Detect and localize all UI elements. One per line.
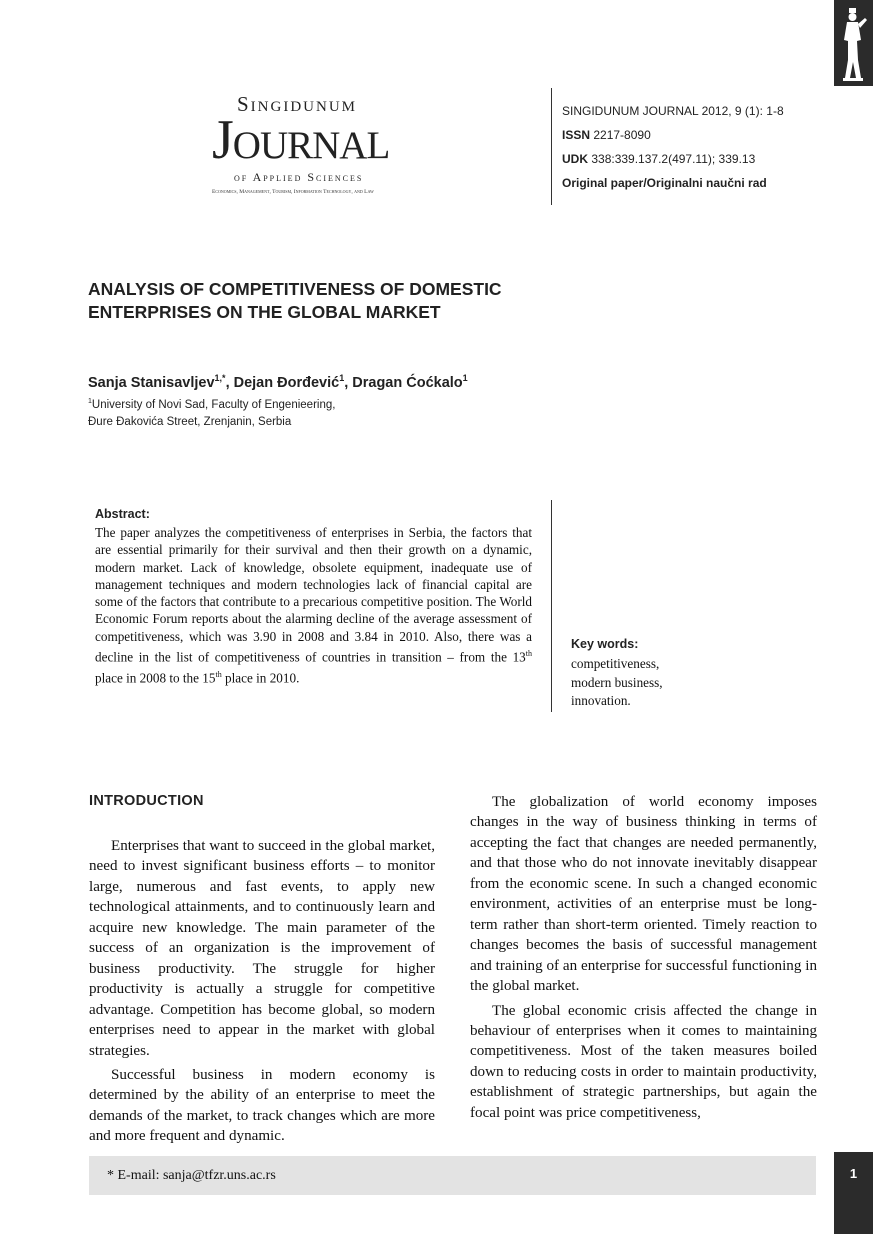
issn-value: 2217-8090 bbox=[593, 128, 651, 142]
journal-logo bbox=[212, 92, 420, 202]
abstract-text-part: The paper analyzes the competitiveness of enterprises in Serbia, the factors that are essential primarily for their survival and then their growth on a dynamic, modern market. Lack of knowledge, obsolete equipment, inadequate use of management techniques and modern technologies lack of financial capital are some of the factors that contribute to a precarious competitive position. The World Economic Forum reports about the alarming decline of the average assessment of competitiveness, which was 3.90 in 2008 and 3.84 in 2010. Also, there was a decline in the list of competitiveness of countries in transition – from the 13 bbox=[95, 525, 532, 665]
abstract-text-part: place in 2010. bbox=[221, 670, 300, 686]
text-column-left bbox=[89, 836, 435, 1147]
paragraph: Successful business in modern economy is determined by the ability of an enterprise to meet the demands of the market, to track changes which are more and more frequent and dynamic. bbox=[89, 1066, 435, 1145]
author-sup: 1 bbox=[339, 373, 345, 383]
abstract-divider bbox=[551, 500, 552, 712]
affiliation-line-1 bbox=[88, 398, 335, 411]
paragraph: The global economic crisis affected the change in behaviour of enterprises when it comes to maintaining competitiveness. Most of the taken measures boiled down to reducing costs in order to maintain productivity, establishment of strategic partnerships, but again the focal point was price competitiveness, bbox=[470, 1002, 817, 1121]
keywords-label: Key words: bbox=[571, 637, 639, 651]
keyword-item: modern business, bbox=[571, 675, 663, 690]
page-number: 1 bbox=[849, 1166, 858, 1181]
paragraph: Enterprises that want to succeed in the global market, need to invest significant business efforts – to monitor large, numerous and fast events, to apply new technological attainments, and to continuously learn and acquire new knowledge. The main parameter of the success of an organization is the improvement of business productivity. The struggle for higher productivity is actually a struggle for competitive advantage. Competition has become global, so modern enterprises need to appear in the market with global strategies. bbox=[89, 838, 435, 1059]
footnote-email: * E-mail: sanja@tfzr.uns.ac.rs bbox=[107, 1168, 276, 1183]
author-sup: 1,* bbox=[214, 373, 226, 383]
authors bbox=[88, 373, 468, 391]
abstract-sup: th bbox=[525, 649, 532, 659]
udk-label: UDK bbox=[562, 152, 588, 166]
author-name: , Dragan Ćoćkalo bbox=[344, 374, 463, 391]
author-sup: 1 bbox=[462, 373, 468, 383]
title-line-2: ENTERPRISES ON THE GLOBAL MARKET bbox=[88, 302, 441, 322]
issn-line bbox=[562, 128, 651, 142]
author-name: , Dejan Đorđević bbox=[225, 374, 340, 391]
header-divider bbox=[551, 88, 552, 205]
affiliation-sup: 1 bbox=[88, 398, 92, 405]
paragraph: The globalization of world economy imposes changes in the way of business thinking in terms of accepting the fact that changes are needed permanently, and that those who do not innovate inevitably disappear from the economic scene. In such a changed economic environment, activities of an enterprise must be long-term rather than short-term oriented. Timely reaction to changes becomes the basis of successful management and training of an enterprise for successful functioning in the global market. bbox=[470, 794, 817, 995]
issn-label: ISSN bbox=[562, 128, 591, 142]
abstract-text bbox=[95, 524, 532, 686]
footnote-bar bbox=[89, 1156, 816, 1195]
abstract-label: Abstract: bbox=[95, 507, 150, 521]
paper-type: Original paper/Originalni naučni rad bbox=[562, 176, 767, 190]
journal-reference: SINGIDUNUM JOURNAL 2012, 9 (1): 1-8 bbox=[562, 104, 784, 118]
affiliation-line-2: Đure Đakovića Street, Zrenjanin, Serbia bbox=[88, 416, 292, 428]
keyword-item: competitiveness, bbox=[571, 656, 660, 671]
udk-value: 338:339.137.2(497.11); 339.13 bbox=[591, 152, 756, 166]
logo-singidunum: Singidunum bbox=[237, 92, 358, 116]
logo-journal: Journal bbox=[212, 109, 390, 171]
author-name: Sanja Stanisavljev bbox=[88, 374, 215, 391]
article-title bbox=[88, 278, 568, 324]
logo-applied-sciences: of Applied Sciences bbox=[234, 170, 364, 184]
abstract-sup: th bbox=[215, 669, 222, 679]
logo-subtitle: Economics, Management, Tourism, Information Technology, and Law bbox=[212, 189, 374, 195]
text-column-right bbox=[470, 792, 817, 1123]
title-line-1: ANALYSIS OF COMPETITIVENESS OF DOMESTIC bbox=[88, 279, 502, 299]
page-number-tab bbox=[834, 1152, 873, 1234]
statue-silhouette-icon bbox=[834, 0, 873, 86]
abstract-text-part: place in 2008 to the 15 bbox=[95, 670, 216, 686]
section-heading-introduction: INTRODUCTION bbox=[89, 793, 204, 809]
udk-line bbox=[562, 152, 755, 166]
affiliation-text: University of Novi Sad, Faculty of Engenieering, bbox=[91, 398, 336, 411]
keyword-item: innovation. bbox=[571, 693, 631, 708]
corner-tab bbox=[834, 0, 873, 86]
